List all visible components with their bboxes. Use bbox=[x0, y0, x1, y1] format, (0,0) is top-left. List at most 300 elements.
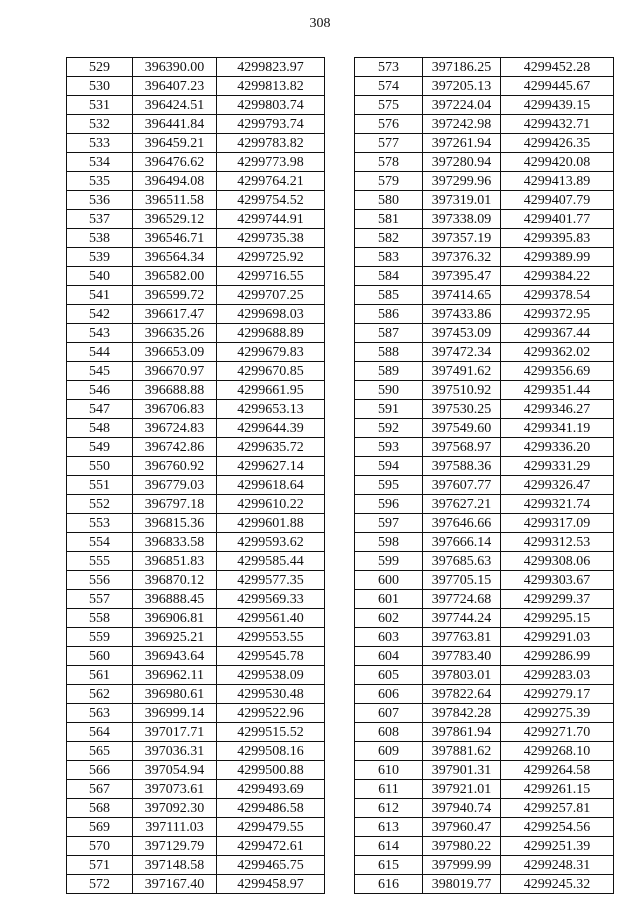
point-number-cell: 610 bbox=[355, 761, 423, 780]
table-row bbox=[67, 191, 325, 210]
x-coordinate-cell: 397299.96 bbox=[423, 172, 501, 191]
y-coordinate-cell: 4299486.58 bbox=[217, 799, 325, 818]
y-coordinate-cell: 4299813.82 bbox=[217, 77, 325, 96]
point-number-cell: 578 bbox=[355, 153, 423, 172]
y-coordinate-cell: 4299538.09 bbox=[217, 666, 325, 685]
point-number-cell: 609 bbox=[355, 742, 423, 761]
point-number-cell: 596 bbox=[355, 495, 423, 514]
x-coordinate-cell: 396476.62 bbox=[133, 153, 217, 172]
point-number-cell: 549 bbox=[67, 438, 133, 457]
y-coordinate-cell: 4299627.14 bbox=[217, 457, 325, 476]
x-coordinate-cell: 397472.34 bbox=[423, 343, 501, 362]
x-coordinate-cell: 397568.97 bbox=[423, 438, 501, 457]
y-coordinate-cell: 4299413.89 bbox=[501, 172, 614, 191]
point-number-cell: 575 bbox=[355, 96, 423, 115]
point-number-cell: 576 bbox=[355, 115, 423, 134]
x-coordinate-cell: 397261.94 bbox=[423, 134, 501, 153]
table-row bbox=[67, 267, 325, 286]
table-row bbox=[355, 837, 614, 856]
table-row bbox=[355, 286, 614, 305]
y-coordinate-cell: 4299291.03 bbox=[501, 628, 614, 647]
y-coordinate-cell: 4299522.96 bbox=[217, 704, 325, 723]
point-number-cell: 602 bbox=[355, 609, 423, 628]
point-number-cell: 567 bbox=[67, 780, 133, 799]
point-number-cell: 585 bbox=[355, 286, 423, 305]
point-number-cell: 593 bbox=[355, 438, 423, 457]
point-number-cell: 535 bbox=[67, 172, 133, 191]
table-row bbox=[67, 77, 325, 96]
x-coordinate-cell: 397901.31 bbox=[423, 761, 501, 780]
y-coordinate-cell: 4299688.89 bbox=[217, 324, 325, 343]
y-coordinate-cell: 4299585.44 bbox=[217, 552, 325, 571]
table-row bbox=[67, 362, 325, 381]
x-coordinate-cell: 397205.13 bbox=[423, 77, 501, 96]
y-coordinate-cell: 4299493.69 bbox=[217, 780, 325, 799]
table-row bbox=[355, 666, 614, 685]
x-coordinate-cell: 396906.81 bbox=[133, 609, 217, 628]
x-coordinate-cell: 398019.77 bbox=[423, 875, 501, 894]
table-row bbox=[355, 628, 614, 647]
point-number-cell: 581 bbox=[355, 210, 423, 229]
x-coordinate-cell: 397167.40 bbox=[133, 875, 217, 894]
y-coordinate-cell: 4299610.22 bbox=[217, 495, 325, 514]
y-coordinate-cell: 4299321.74 bbox=[501, 495, 614, 514]
table-row bbox=[355, 571, 614, 590]
table-row bbox=[67, 381, 325, 400]
table-row bbox=[67, 286, 325, 305]
table-row bbox=[67, 343, 325, 362]
table-row bbox=[67, 704, 325, 723]
table-row bbox=[67, 495, 325, 514]
point-number-cell: 591 bbox=[355, 400, 423, 419]
point-number-cell: 577 bbox=[355, 134, 423, 153]
table-row bbox=[355, 457, 614, 476]
x-coordinate-cell: 397414.65 bbox=[423, 286, 501, 305]
x-coordinate-cell: 397491.62 bbox=[423, 362, 501, 381]
x-coordinate-cell: 396424.51 bbox=[133, 96, 217, 115]
x-coordinate-cell: 397319.01 bbox=[423, 191, 501, 210]
point-number-cell: 570 bbox=[67, 837, 133, 856]
point-number-cell: 541 bbox=[67, 286, 133, 305]
table-row bbox=[355, 324, 614, 343]
table-row bbox=[355, 96, 614, 115]
x-coordinate-cell: 396815.36 bbox=[133, 514, 217, 533]
table-row bbox=[355, 476, 614, 495]
y-coordinate-cell: 4299286.99 bbox=[501, 647, 614, 666]
table-row bbox=[67, 400, 325, 419]
x-coordinate-cell: 396999.14 bbox=[133, 704, 217, 723]
x-coordinate-cell: 396870.12 bbox=[133, 571, 217, 590]
x-coordinate-cell: 397921.01 bbox=[423, 780, 501, 799]
y-coordinate-cell: 4299479.55 bbox=[217, 818, 325, 837]
table-row bbox=[67, 476, 325, 495]
point-number-cell: 542 bbox=[67, 305, 133, 324]
y-coordinate-cell: 4299635.72 bbox=[217, 438, 325, 457]
x-coordinate-cell: 396617.47 bbox=[133, 305, 217, 324]
y-coordinate-cell: 4299569.33 bbox=[217, 590, 325, 609]
x-coordinate-cell: 397338.09 bbox=[423, 210, 501, 229]
point-number-cell: 572 bbox=[67, 875, 133, 894]
point-number-cell: 614 bbox=[355, 837, 423, 856]
point-number-cell: 608 bbox=[355, 723, 423, 742]
table-row bbox=[355, 818, 614, 837]
x-coordinate-cell: 397783.40 bbox=[423, 647, 501, 666]
point-number-cell: 607 bbox=[355, 704, 423, 723]
point-number-cell: 565 bbox=[67, 742, 133, 761]
x-coordinate-cell: 396943.64 bbox=[133, 647, 217, 666]
point-number-cell: 555 bbox=[67, 552, 133, 571]
point-number-cell: 597 bbox=[355, 514, 423, 533]
point-number-cell: 612 bbox=[355, 799, 423, 818]
x-coordinate-cell: 396529.12 bbox=[133, 210, 217, 229]
point-number-cell: 589 bbox=[355, 362, 423, 381]
table-row bbox=[355, 723, 614, 742]
point-number-cell: 547 bbox=[67, 400, 133, 419]
x-coordinate-cell: 397376.32 bbox=[423, 248, 501, 267]
x-coordinate-cell: 397960.47 bbox=[423, 818, 501, 837]
table-row bbox=[67, 419, 325, 438]
x-coordinate-cell: 396779.03 bbox=[133, 476, 217, 495]
table-row bbox=[67, 134, 325, 153]
page-number: 308 bbox=[309, 16, 331, 31]
point-number-cell: 579 bbox=[355, 172, 423, 191]
x-coordinate-cell: 396742.86 bbox=[133, 438, 217, 457]
table-row bbox=[355, 191, 614, 210]
point-number-cell: 544 bbox=[67, 343, 133, 362]
point-number-cell: 603 bbox=[355, 628, 423, 647]
table-row bbox=[67, 761, 325, 780]
y-coordinate-cell: 4299351.44 bbox=[501, 381, 614, 400]
y-coordinate-cell: 4299644.39 bbox=[217, 419, 325, 438]
point-number-cell: 611 bbox=[355, 780, 423, 799]
y-coordinate-cell: 4299452.28 bbox=[501, 58, 614, 77]
table-row bbox=[355, 172, 614, 191]
table-row bbox=[355, 210, 614, 229]
y-coordinate-cell: 4299530.48 bbox=[217, 685, 325, 704]
y-coordinate-cell: 4299545.78 bbox=[217, 647, 325, 666]
x-coordinate-cell: 396564.34 bbox=[133, 248, 217, 267]
y-coordinate-cell: 4299420.08 bbox=[501, 153, 614, 172]
point-number-cell: 534 bbox=[67, 153, 133, 172]
table-row bbox=[67, 324, 325, 343]
table-row bbox=[355, 533, 614, 552]
table-row bbox=[67, 172, 325, 191]
x-coordinate-cell: 397530.25 bbox=[423, 400, 501, 419]
point-number-cell: 566 bbox=[67, 761, 133, 780]
y-coordinate-cell: 4299254.56 bbox=[501, 818, 614, 837]
table-row bbox=[355, 438, 614, 457]
y-coordinate-cell: 4299465.75 bbox=[217, 856, 325, 875]
point-number-cell: 564 bbox=[67, 723, 133, 742]
x-coordinate-cell: 397940.74 bbox=[423, 799, 501, 818]
x-coordinate-cell: 396760.92 bbox=[133, 457, 217, 476]
y-coordinate-cell: 4299432.71 bbox=[501, 115, 614, 134]
y-coordinate-cell: 4299458.97 bbox=[217, 875, 325, 894]
table-row bbox=[67, 457, 325, 476]
y-coordinate-cell: 4299500.88 bbox=[217, 761, 325, 780]
table-row bbox=[355, 362, 614, 381]
table-row bbox=[355, 419, 614, 438]
table-row bbox=[355, 704, 614, 723]
point-number-cell: 605 bbox=[355, 666, 423, 685]
y-coordinate-cell: 4299445.67 bbox=[501, 77, 614, 96]
table-row bbox=[67, 96, 325, 115]
y-coordinate-cell: 4299803.74 bbox=[217, 96, 325, 115]
coordinates-table-left bbox=[66, 57, 325, 894]
point-number-cell: 538 bbox=[67, 229, 133, 248]
point-number-cell: 546 bbox=[67, 381, 133, 400]
point-number-cell: 558 bbox=[67, 609, 133, 628]
point-number-cell: 533 bbox=[67, 134, 133, 153]
x-coordinate-cell: 397803.01 bbox=[423, 666, 501, 685]
x-coordinate-cell: 396407.23 bbox=[133, 77, 217, 96]
x-coordinate-cell: 396635.26 bbox=[133, 324, 217, 343]
y-coordinate-cell: 4299764.21 bbox=[217, 172, 325, 191]
point-number-cell: 600 bbox=[355, 571, 423, 590]
x-coordinate-cell: 396494.08 bbox=[133, 172, 217, 191]
x-coordinate-cell: 396582.00 bbox=[133, 267, 217, 286]
point-number-cell: 543 bbox=[67, 324, 133, 343]
table-row bbox=[67, 685, 325, 704]
table-row bbox=[67, 305, 325, 324]
x-coordinate-cell: 396833.58 bbox=[133, 533, 217, 552]
table-row bbox=[355, 115, 614, 134]
y-coordinate-cell: 4299384.22 bbox=[501, 267, 614, 286]
x-coordinate-cell: 396925.21 bbox=[133, 628, 217, 647]
x-coordinate-cell: 396390.00 bbox=[133, 58, 217, 77]
point-number-cell: 557 bbox=[67, 590, 133, 609]
table-row bbox=[355, 742, 614, 761]
point-number-cell: 598 bbox=[355, 533, 423, 552]
table-row bbox=[355, 381, 614, 400]
table-row bbox=[67, 780, 325, 799]
y-coordinate-cell: 4299754.52 bbox=[217, 191, 325, 210]
point-number-cell: 601 bbox=[355, 590, 423, 609]
point-number-cell: 599 bbox=[355, 552, 423, 571]
table-row bbox=[67, 666, 325, 685]
y-coordinate-cell: 4299515.52 bbox=[217, 723, 325, 742]
x-coordinate-cell: 397861.94 bbox=[423, 723, 501, 742]
table-row bbox=[67, 628, 325, 647]
x-coordinate-cell: 396724.83 bbox=[133, 419, 217, 438]
point-number-cell: 554 bbox=[67, 533, 133, 552]
table-row bbox=[355, 514, 614, 533]
x-coordinate-cell: 397017.71 bbox=[133, 723, 217, 742]
table-row bbox=[355, 780, 614, 799]
point-number-cell: 580 bbox=[355, 191, 423, 210]
x-coordinate-cell: 397073.61 bbox=[133, 780, 217, 799]
y-coordinate-cell: 4299303.67 bbox=[501, 571, 614, 590]
y-coordinate-cell: 4299295.15 bbox=[501, 609, 614, 628]
point-number-cell: 560 bbox=[67, 647, 133, 666]
y-coordinate-cell: 4299312.53 bbox=[501, 533, 614, 552]
x-coordinate-cell: 396851.83 bbox=[133, 552, 217, 571]
point-number-cell: 613 bbox=[355, 818, 423, 837]
point-number-cell: 584 bbox=[355, 267, 423, 286]
y-coordinate-cell: 4299553.55 bbox=[217, 628, 325, 647]
y-coordinate-cell: 4299661.95 bbox=[217, 381, 325, 400]
y-coordinate-cell: 4299707.25 bbox=[217, 286, 325, 305]
x-coordinate-cell: 397433.86 bbox=[423, 305, 501, 324]
table-row bbox=[355, 856, 614, 875]
y-coordinate-cell: 4299508.16 bbox=[217, 742, 325, 761]
table-row bbox=[355, 77, 614, 96]
y-coordinate-cell: 4299268.10 bbox=[501, 742, 614, 761]
table-row bbox=[67, 210, 325, 229]
y-coordinate-cell: 4299346.27 bbox=[501, 400, 614, 419]
y-coordinate-cell: 4299426.35 bbox=[501, 134, 614, 153]
x-coordinate-cell: 397242.98 bbox=[423, 115, 501, 134]
point-number-cell: 561 bbox=[67, 666, 133, 685]
table-row bbox=[67, 837, 325, 856]
point-number-cell: 588 bbox=[355, 343, 423, 362]
point-number-cell: 606 bbox=[355, 685, 423, 704]
point-number-cell: 595 bbox=[355, 476, 423, 495]
y-coordinate-cell: 4299283.03 bbox=[501, 666, 614, 685]
x-coordinate-cell: 397357.19 bbox=[423, 229, 501, 248]
table-row bbox=[355, 58, 614, 77]
table-row bbox=[67, 58, 325, 77]
x-coordinate-cell: 397685.63 bbox=[423, 552, 501, 571]
x-coordinate-cell: 397549.60 bbox=[423, 419, 501, 438]
table-row bbox=[355, 761, 614, 780]
point-number-cell: 582 bbox=[355, 229, 423, 248]
y-coordinate-cell: 4299744.91 bbox=[217, 210, 325, 229]
point-number-cell: 529 bbox=[67, 58, 133, 77]
y-coordinate-cell: 4299257.81 bbox=[501, 799, 614, 818]
table-row bbox=[67, 590, 325, 609]
point-number-cell: 571 bbox=[67, 856, 133, 875]
point-number-cell: 587 bbox=[355, 324, 423, 343]
x-coordinate-cell: 397395.47 bbox=[423, 267, 501, 286]
table-row bbox=[355, 799, 614, 818]
point-number-cell: 569 bbox=[67, 818, 133, 837]
y-coordinate-cell: 4299593.62 bbox=[217, 533, 325, 552]
point-number-cell: 539 bbox=[67, 248, 133, 267]
x-coordinate-cell: 397822.64 bbox=[423, 685, 501, 704]
x-coordinate-cell: 397842.28 bbox=[423, 704, 501, 723]
table-row bbox=[355, 590, 614, 609]
x-coordinate-cell: 396797.18 bbox=[133, 495, 217, 514]
table-row bbox=[67, 438, 325, 457]
y-coordinate-cell: 4299271.70 bbox=[501, 723, 614, 742]
table-row bbox=[67, 115, 325, 134]
table-row bbox=[67, 552, 325, 571]
x-coordinate-cell: 397666.14 bbox=[423, 533, 501, 552]
point-number-cell: 573 bbox=[355, 58, 423, 77]
x-coordinate-cell: 396599.72 bbox=[133, 286, 217, 305]
point-number-cell: 550 bbox=[67, 457, 133, 476]
x-coordinate-cell: 397999.99 bbox=[423, 856, 501, 875]
table-row bbox=[67, 818, 325, 837]
table-row bbox=[355, 229, 614, 248]
x-coordinate-cell: 397092.30 bbox=[133, 799, 217, 818]
x-coordinate-cell: 396688.88 bbox=[133, 381, 217, 400]
point-number-cell: 540 bbox=[67, 267, 133, 286]
y-coordinate-cell: 4299395.83 bbox=[501, 229, 614, 248]
table-row bbox=[355, 343, 614, 362]
y-coordinate-cell: 4299653.13 bbox=[217, 400, 325, 419]
x-coordinate-cell: 397980.22 bbox=[423, 837, 501, 856]
table-row bbox=[355, 305, 614, 324]
y-coordinate-cell: 4299336.20 bbox=[501, 438, 614, 457]
table-row bbox=[67, 533, 325, 552]
table-row bbox=[355, 267, 614, 286]
y-coordinate-cell: 4299248.31 bbox=[501, 856, 614, 875]
table-row bbox=[67, 609, 325, 628]
table-row bbox=[355, 685, 614, 704]
point-number-cell: 553 bbox=[67, 514, 133, 533]
y-coordinate-cell: 4299561.40 bbox=[217, 609, 325, 628]
point-number-cell: 548 bbox=[67, 419, 133, 438]
point-number-cell: 586 bbox=[355, 305, 423, 324]
y-coordinate-cell: 4299341.19 bbox=[501, 419, 614, 438]
point-number-cell: 530 bbox=[67, 77, 133, 96]
x-coordinate-cell: 397724.68 bbox=[423, 590, 501, 609]
table-row bbox=[355, 609, 614, 628]
x-coordinate-cell: 396441.84 bbox=[133, 115, 217, 134]
y-coordinate-cell: 4299577.35 bbox=[217, 571, 325, 590]
x-coordinate-cell: 396980.61 bbox=[133, 685, 217, 704]
table-row bbox=[67, 571, 325, 590]
point-number-cell: 532 bbox=[67, 115, 133, 134]
y-coordinate-cell: 4299299.37 bbox=[501, 590, 614, 609]
point-number-cell: 594 bbox=[355, 457, 423, 476]
table-row bbox=[355, 647, 614, 666]
y-coordinate-cell: 4299793.74 bbox=[217, 115, 325, 134]
table-row bbox=[67, 514, 325, 533]
table-row bbox=[67, 248, 325, 267]
point-number-cell: 568 bbox=[67, 799, 133, 818]
table-row bbox=[67, 799, 325, 818]
point-number-cell: 615 bbox=[355, 856, 423, 875]
y-coordinate-cell: 4299670.85 bbox=[217, 362, 325, 381]
table-row bbox=[67, 875, 325, 894]
x-coordinate-cell: 396962.11 bbox=[133, 666, 217, 685]
y-coordinate-cell: 4299679.83 bbox=[217, 343, 325, 362]
point-number-cell: 583 bbox=[355, 248, 423, 267]
y-coordinate-cell: 4299601.88 bbox=[217, 514, 325, 533]
x-coordinate-cell: 397129.79 bbox=[133, 837, 217, 856]
table-row bbox=[355, 495, 614, 514]
x-coordinate-cell: 397510.92 bbox=[423, 381, 501, 400]
point-number-cell: 616 bbox=[355, 875, 423, 894]
table-row bbox=[67, 742, 325, 761]
x-coordinate-cell: 396888.45 bbox=[133, 590, 217, 609]
y-coordinate-cell: 4299698.03 bbox=[217, 305, 325, 324]
table-row bbox=[355, 153, 614, 172]
y-coordinate-cell: 4299308.06 bbox=[501, 552, 614, 571]
x-coordinate-cell: 397646.66 bbox=[423, 514, 501, 533]
y-coordinate-cell: 4299261.15 bbox=[501, 780, 614, 799]
point-number-cell: 545 bbox=[67, 362, 133, 381]
y-coordinate-cell: 4299367.44 bbox=[501, 324, 614, 343]
x-coordinate-cell: 397148.58 bbox=[133, 856, 217, 875]
y-coordinate-cell: 4299389.99 bbox=[501, 248, 614, 267]
x-coordinate-cell: 396670.97 bbox=[133, 362, 217, 381]
y-coordinate-cell: 4299264.58 bbox=[501, 761, 614, 780]
point-number-cell: 536 bbox=[67, 191, 133, 210]
point-number-cell: 592 bbox=[355, 419, 423, 438]
x-coordinate-cell: 397036.31 bbox=[133, 742, 217, 761]
table-row bbox=[67, 723, 325, 742]
x-coordinate-cell: 396706.83 bbox=[133, 400, 217, 419]
x-coordinate-cell: 396459.21 bbox=[133, 134, 217, 153]
y-coordinate-cell: 4299735.38 bbox=[217, 229, 325, 248]
x-coordinate-cell: 397881.62 bbox=[423, 742, 501, 761]
y-coordinate-cell: 4299372.95 bbox=[501, 305, 614, 324]
table-row bbox=[67, 153, 325, 172]
